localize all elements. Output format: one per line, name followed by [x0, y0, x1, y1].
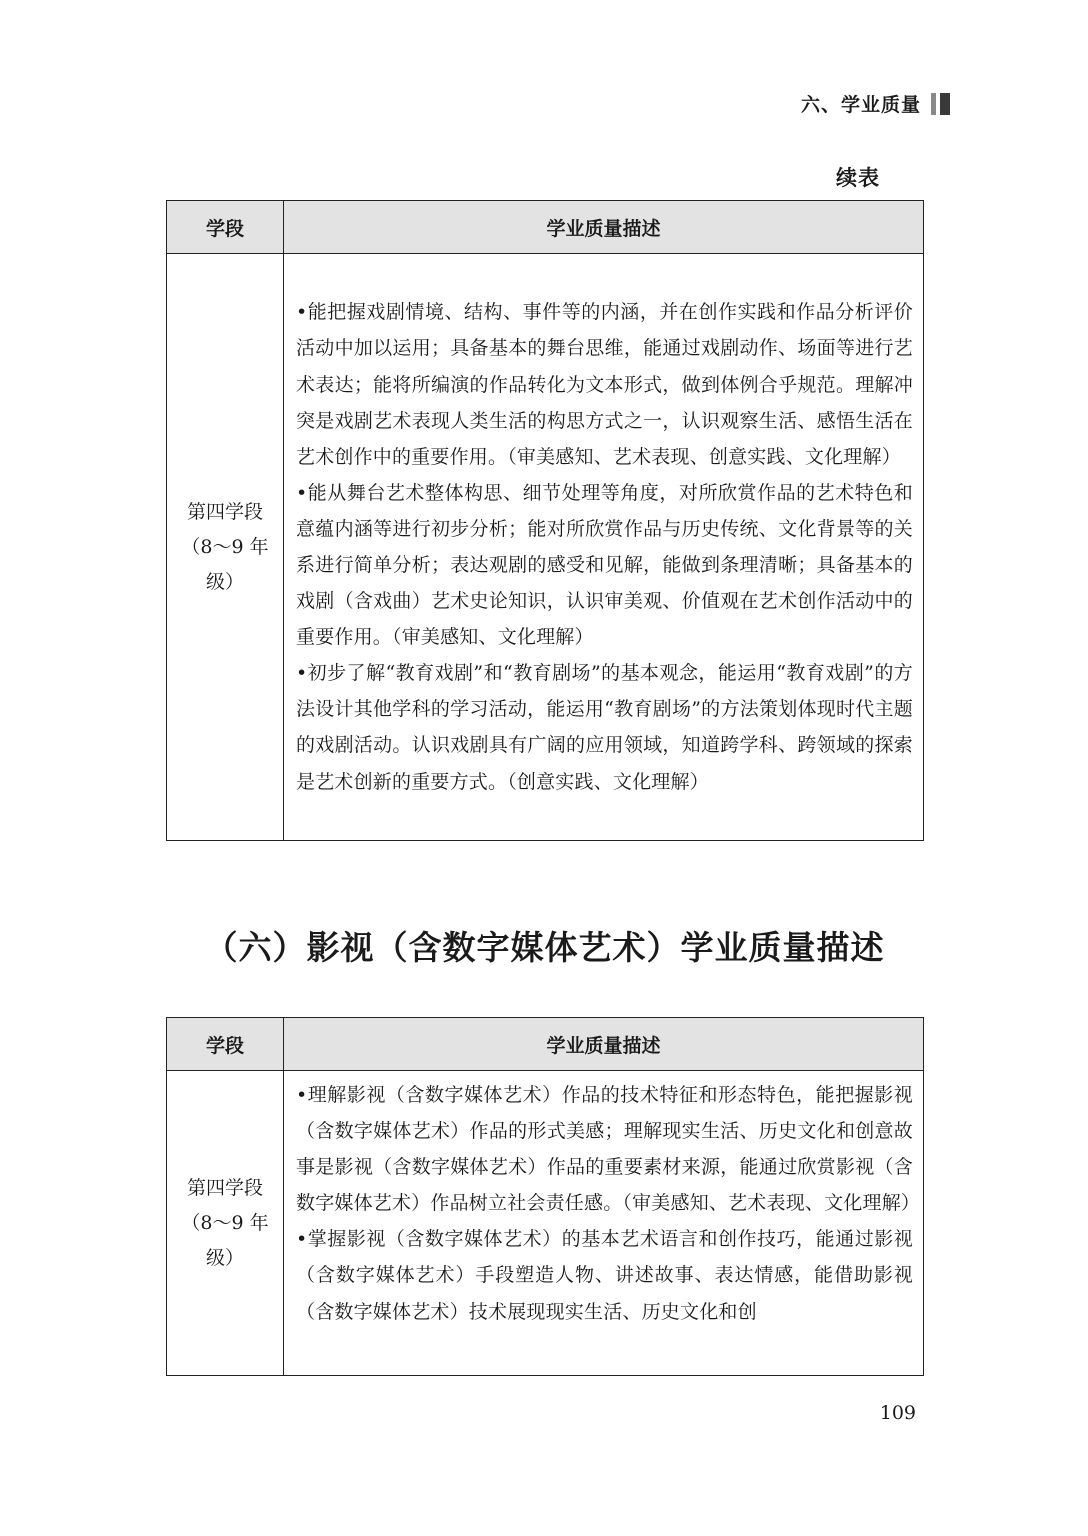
description-cell — [284, 1071, 924, 1376]
column-header-stage: 学段 — [167, 201, 284, 254]
table-header-row — [167, 1018, 924, 1071]
quality-table-film-media — [166, 1017, 924, 1376]
stage-cell — [167, 1071, 284, 1376]
column-header-description: 学业质量描述 — [284, 201, 924, 254]
page-number: 109 — [879, 1402, 916, 1424]
stage-grades: （8～9 年级） — [181, 535, 269, 593]
description-paragraph: •能从舞台艺术整体构思、细节处理等角度，对所欣赏作品的艺术特色和意蕴内涵等进行初步分析；能对所欣赏作品与历史传统、文化背景等的关系进行简单分析；表达观剧的感受和见解，能做到条理清晰；具备基本的戏剧（含戏曲）艺术史论知识，认识审美观、价值观在艺术创作活动中的重要作用。（审美感知、文化理解） — [296, 481, 913, 649]
description-paragraph: •掌握影视（含数字媒体艺术）的基本艺术语言和创作技巧，能通过影视（含数字媒体艺术）手段塑造人物、讲述故事、表达情感，能借助影视（含数字媒体艺术）技术展现现实生活、历史文化和创 — [296, 1228, 913, 1323]
description-paragraph: •初步了解“教育戏剧”和“教育剧场”的基本观念，能运用“教育戏剧”的方法设计其他学科的学习活动，能运用“教育剧场”的方法策划体现时代主题的戏剧活动。认识戏剧具有广阔的应用领域，知道跨学科、跨领域的探索是艺术创新的重要方式。（创意实践、文化理解） — [296, 662, 913, 793]
column-header-description: 学业质量描述 — [284, 1018, 924, 1071]
continued-label: 续表 — [836, 166, 880, 190]
stage-cell — [167, 254, 284, 841]
header-bar-dark — [940, 93, 950, 115]
description-paragraph: •能把握戏剧情境、结构、事件等的内涵，并在创作实践和作品分析评价活动中加以运用；具备基本的舞台思维，能通过戏剧动作、场面等进行艺术表达；能将所编演的作品转化为文本形式，做到体例合乎规范。理解冲突是戏剧艺术表现人类生活的构思方式之一，认识观察生活、感悟生活在艺术创作中的重要作用。（审美感知、艺术表现、创意实践、文化理解） — [296, 301, 913, 468]
stage-grades: （8～9 年级） — [181, 1211, 269, 1269]
description-cell — [284, 254, 924, 841]
table-header-row — [167, 201, 924, 254]
quality-table-drama-continued — [166, 200, 924, 841]
table-row — [167, 1071, 924, 1376]
description-paragraph: •理解影视（含数字媒体艺术）作品的技术特征和形态特色，能把握影视（含数字媒体艺术）作品的形式美感；理解现实生活、历史文化和创意故事是影视（含数字媒体艺术）作品的重要素材来源，能通过欣赏影视（含数字媒体艺术）作品树立社会责任感。（审美感知、艺术表现、文化理解） — [296, 1084, 921, 1215]
column-header-stage: 学段 — [167, 1018, 284, 1071]
table-row — [167, 254, 924, 841]
stage-name: 第四学段 — [186, 1176, 263, 1199]
stage-name: 第四学段 — [186, 500, 263, 523]
header-bar-light — [931, 93, 936, 115]
section-heading: （六）影视（含数字媒体艺术）学业质量描述 — [204, 928, 885, 967]
running-header — [801, 90, 950, 117]
chapter-title: 六、学业质量 — [800, 94, 921, 116]
header-bar-marks — [931, 93, 950, 115]
